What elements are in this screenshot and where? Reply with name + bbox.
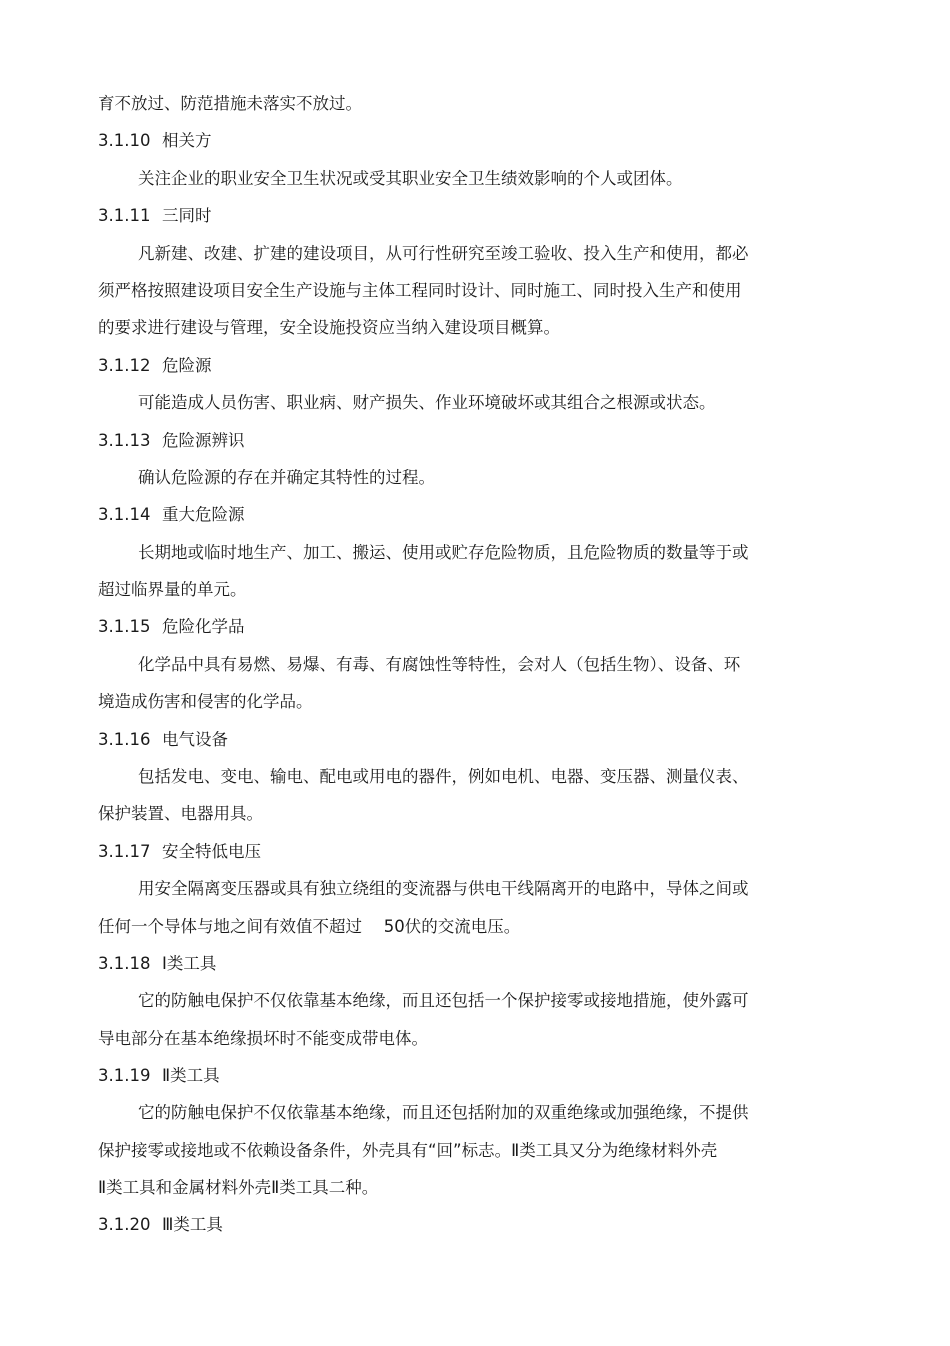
paragraph-line: 它的防触电保护不仅依靠基本绝缘，而且还包括附加的双重绝缘或加强绝缘，不提供: [138, 1103, 749, 1122]
section-number: 3.1.13: [98, 431, 151, 450]
paragraph-line: 保护接零或接地或不依赖设备条件，外壳具有“回”标志。Ⅱ类工具又分为绝缘材料外壳: [98, 1141, 718, 1160]
section-heading: [98, 953, 858, 975]
section-number: 3.1.15: [98, 617, 151, 636]
section-heading: [98, 205, 858, 227]
paragraph-line: 育不放过、防范措施未落实不放过。: [98, 94, 362, 113]
paragraph-line: 包括发电、变电、输电、配电或用电的器件，例如电机、电器、变压器、测量仪表、: [138, 767, 749, 786]
section-title: 电气设备: [162, 730, 228, 749]
paragraph-line: 保护装置、电器用具。: [98, 804, 263, 823]
section-number: 3.1.14: [98, 505, 151, 524]
section-title: 重大危险源: [162, 505, 245, 524]
paragraph-line: 关注企业的职业安全卫生状况或受其职业安全卫生绩效影响的个人或团体。: [138, 169, 683, 188]
section-heading: [98, 130, 858, 152]
paragraph-line: 凡新建、改建、扩建的建设项目，从可行性研究至竣工验收、投入生产和使用，都必: [138, 244, 749, 263]
section-number: 3.1.11: [98, 206, 151, 225]
section-heading: [98, 729, 858, 751]
section-heading: [98, 1065, 858, 1087]
section-number: 3.1.17: [98, 842, 151, 861]
paragraph-line: 超过临界量的单元。: [98, 580, 247, 599]
paragraph-line: 确认危险源的存在并确定其特性的过程。: [138, 468, 435, 487]
section-title: 危险源: [162, 356, 212, 375]
paragraph-line: Ⅱ类工具和金属材料外壳Ⅱ类工具二种。: [98, 1178, 379, 1197]
paragraph-line: 任何一个导体与地之间有效值不超过 50伏的交流电压。: [98, 917, 521, 936]
section-heading: [98, 841, 858, 863]
paragraph-line: 可能造成人员伤害、职业病、财产损失、作业环境破坏或其组合之根源或状态。: [138, 393, 716, 412]
paragraph-line: 化学品中具有易燃、易爆、有毒、有腐蚀性等特性，会对人（包括生物）、设备、环: [138, 655, 741, 674]
section-heading: [98, 430, 858, 452]
section-title: Ⅰ类工具: [162, 954, 217, 973]
section-heading: [98, 616, 858, 638]
paragraph-line: 用安全隔离变压器或具有独立绕组的变流器与供电干线隔离开的电路中，导体之间或: [138, 879, 749, 898]
paragraph-line: 长期地或临时地生产、加工、搬运、使用或贮存危险物质，且危险物质的数量等于或: [138, 543, 749, 562]
section-number: 3.1.20: [98, 1215, 151, 1234]
section-heading: [98, 1214, 858, 1236]
paragraph-line: 须严格按照建设项目安全生产设施与主体工程同时设计、同时施工、同时投入生产和使用: [98, 281, 742, 300]
section-title: 安全特低电压: [162, 842, 261, 861]
section-number: 3.1.12: [98, 356, 151, 375]
section-title: 危险化学品: [162, 617, 245, 636]
section-title: 三同时: [162, 206, 212, 225]
section-number: 3.1.18: [98, 954, 151, 973]
paragraph-line: 的要求进行建设与管理，安全设施投资应当纳入建设项目概算。: [98, 318, 560, 337]
paragraph-line: 它的防触电保护不仅依靠基本绝缘，而且还包括一个保护接零或接地措施，使外露可: [138, 991, 749, 1010]
section-title: 相关方: [162, 131, 212, 150]
section-number: 3.1.16: [98, 730, 151, 749]
paragraph-line: 导电部分在基本绝缘损坏时不能变成带电体。: [98, 1029, 428, 1048]
section-title: Ⅲ类工具: [162, 1215, 223, 1234]
section-title: Ⅱ类工具: [162, 1066, 220, 1085]
section-number: 3.1.10: [98, 131, 151, 150]
section-heading: [98, 504, 858, 526]
section-heading: [98, 355, 858, 377]
section-number: 3.1.19: [98, 1066, 151, 1085]
paragraph-line: 境造成伤害和侵害的化学品。: [98, 692, 313, 711]
section-title: 危险源辨识: [162, 431, 245, 450]
